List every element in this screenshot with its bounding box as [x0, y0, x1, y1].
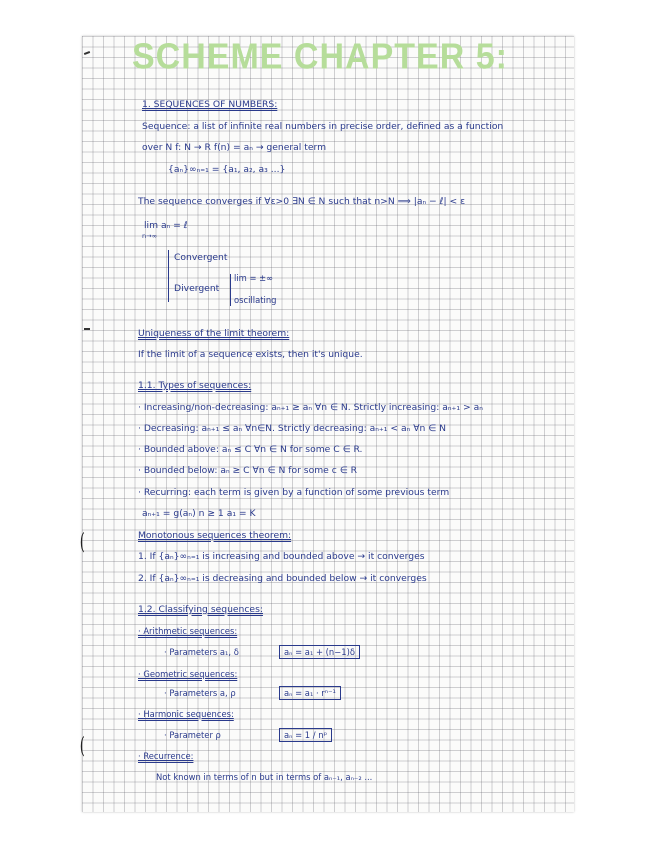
type-recurring: · Recurring: each term is given by a function of some previous term: [138, 487, 450, 498]
arithmetic-heading: · Arithmetic sequences:: [138, 626, 238, 636]
margin-mark-middle: [84, 328, 90, 330]
definition-line-1: Sequence: a list of infinite real numbers in precise order, defined as a function: [142, 121, 504, 132]
type-increasing: · Increasing/non-decreasing: aₙ₊₁ ≥ aₙ ∀n ∈ N. Strictly increasing: aₙ₊₁ > aₙ: [138, 402, 483, 413]
recurring-formula: aₙ₊₁ = g(aₙ) n ≥ 1 a₁ = K: [142, 508, 256, 519]
harmonic-heading: · Harmonic sequences:: [138, 709, 234, 719]
limit-subscript: n→∞: [142, 232, 157, 240]
monotonous-2: 2. If {aₙ}∞ₙ₌₁ is decreasing and bounded below → it converges: [138, 573, 427, 584]
type-bounded-below: · Bounded below: aₙ ≥ C ∀n ∈ N for some c ∈ R: [138, 465, 358, 476]
limit-notation: lim aₙ = ℓ: [144, 220, 188, 231]
monotonous-1: 1. If {aₙ}∞ₙ₌₁ is increasing and bounded above → it converges: [138, 551, 425, 562]
classification-brace: [168, 250, 169, 302]
heading-sequences: 1. SEQUENCES OF NUMBERS:: [142, 99, 278, 110]
arithmetic-parameters: · Parameters a₁, δ: [164, 647, 239, 657]
convergence-definition: The sequence converges if ∀ε>0 ∃N ∈ N such that n>N ⟹ |aₙ − ℓ| < ε: [138, 196, 466, 207]
harmonic-parameter: · Parameter ρ: [164, 730, 221, 740]
heading-monotonous: Monotonous sequences theorem:: [138, 530, 292, 541]
label-convergent: Convergent: [174, 252, 228, 263]
divergent-oscillating: oscillating: [234, 295, 277, 305]
heading-types: 1.1. Types of sequences:: [138, 380, 252, 391]
arithmetic-formula: aₙ = a₁ + (n−1)δ: [279, 645, 360, 659]
definition-line-2: over N f: N → R f(n) = aₙ → general term: [142, 142, 327, 153]
definition-line-3: {aₙ}∞ₙ₌₁ = {a₁, a₂, a₃ ...}: [168, 164, 286, 175]
recurrence-description: Not known in terms of n but in terms of aₙ₋₁, aₙ₋₂ ...: [156, 772, 373, 782]
divergent-infinite: lim = ±∞: [234, 273, 274, 283]
uniqueness-statement: If the limit of a sequence exists, then it's unique.: [138, 349, 363, 360]
geometric-formula: aₙ = a₁ · rⁿ⁻¹: [279, 686, 341, 700]
label-divergent: Divergent: [174, 283, 220, 294]
binder-hole-mark-2: (: [79, 734, 85, 759]
type-decreasing: · Decreasing: aₙ₊₁ ≤ aₙ ∀n∈N. Strictly decreasing: aₙ₊₁ < aₙ ∀n ∈ N: [138, 423, 447, 434]
harmonic-formula: aₙ = 1 / nᵖ: [279, 728, 332, 742]
page-title: SCHEME CHAPTER 5:: [132, 37, 508, 77]
notebook-page: [79, 36, 574, 812]
recurrence-heading: · Recurrence:: [138, 751, 194, 761]
binder-hole-mark-1: (: [79, 530, 85, 555]
divergent-brace: [230, 274, 231, 306]
heading-classifying: 1.2. Classifying sequences:: [138, 604, 263, 615]
type-bounded-above: · Bounded above: aₙ ≤ C ∀n ∈ N for some C ∈ R.: [138, 444, 363, 455]
heading-uniqueness: Uniqueness of the limit theorem:: [138, 328, 290, 339]
geometric-parameters: · Parameters a, ρ: [164, 688, 236, 698]
geometric-heading: · Geometric sequences:: [138, 669, 238, 679]
